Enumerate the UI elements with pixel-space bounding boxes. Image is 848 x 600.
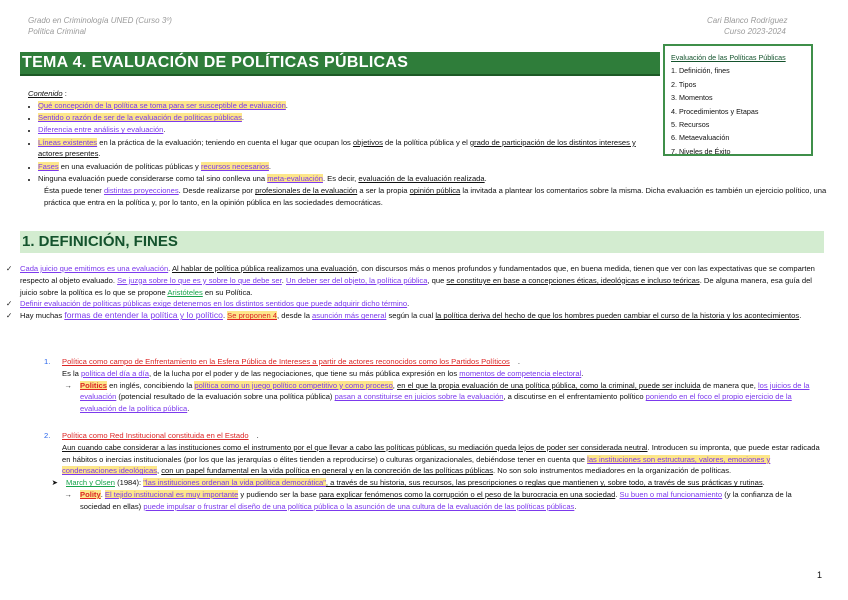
numbered-item-2: 2. Política como Red Institucional constituida en el Estado . Aun cuando cabe considerar a las instituciones como el instrumento por el que llevar a cabo las políticas públicas, su mediación queda lejos de poder ser considerada neutral. Introducen su impronta, que puede estar radicada en hábitos o inercias institucionales (por los que las jerarquías o élites tienden a reproducirse) o culturas organizacionales, debiéndose tener en cuenta que las instituciones son estructuras, valores, emociones y condensaciones ideológicas, con un papel fundamental en la vida política en general y en la concreción de las políticas públicas. No son solo instrumentos mediadores en la organización de políticas. ➤ March y Olsen (1984): "las instituciones ordenan la vida política democrática", a través de su historia, sus recursos, las prescripciones o reglas que mantienen y, sobre todo, a través de sus prácticas y rutinas. → Polity. El tejido institucional es muy importante y pudiendo ser la base para explicar fenómenos como la corrupción o el peso de la burocracia en una sociedad. Su buen o mal funcionamiento (y la confianza de la sociedad en ellas) puede impulsar o frustrar el diseño de una política pública o la asunción de una cultura de la evaluación de las políticas públicas.	[44, 430, 824, 513]
contents-label: Contenido	[28, 89, 63, 98]
list-item: • Qué concepción de la política se toma para ser susceptible de evaluación.	[38, 100, 668, 112]
toc-item: 2. Tipos	[671, 79, 697, 89]
list-item: • Diferencia entre análisis y evaluación.	[38, 124, 668, 136]
list-item: • Ninguna evaluación puede considerarse como tal sino conlleva una meta-evaluación. Es decir, evaluación de la evaluación realizada.	[38, 173, 838, 185]
toc-box	[663, 44, 813, 156]
list-item: • Sentido o razón de ser de la evaluación de políticas públicas.	[38, 112, 668, 124]
header-course: Grado en Criminología UNED (Curso 3º)	[28, 16, 172, 25]
item-heading: Política como campo de Enfrentamiento en la Esfera Pública de Intereses a partir de actores reconocidos como los Partidos Políticos	[62, 357, 510, 366]
check-item: ✓ Cada juicio que emitimos es una evaluación. Al hablar de política pública realizamos una evaluación, con discursos más o menos profundos y fundamentados que, en buena medida, tienen que ver con las expectativas que se comparten respecto al objeto evaluado. Se juzga sobre lo que es y sobre lo que debe ser. Un deber ser del objeto, la política pública, que se constituye en base a concepciones éticas, ideológicas e incluso teóricas. De alguna manera, esa guía del juicio sobre la política es lo que se propone Aristóteles en su Política.	[6, 264, 815, 297]
check-item: ✓ Hay muchas formas de entender la política y lo político. Se proponen 4, desde la asunción más general según la cual la política deriva del hecho de que los hombres pueden cambiar el curso de la historia y los acontecimientos.	[6, 310, 802, 321]
check-icon: ✓	[6, 264, 13, 273]
check-item: ✓ Definir evaluación de políticas públicas exige detenernos en los distintos sentidos que puede adquirir dicho término.	[6, 299, 410, 309]
section-body	[6, 263, 824, 322]
numbered-item-1: 1. Política como campo de Enfrentamiento en la Esfera Pública de Intereses a partir de actores reconocidos como los Partidos Políticos . Es la política del día a día, de la lucha por el poder y de las negociaciones, que tiene su más pública expresión en los momentos de competencia electoral. → Politics en inglés, concibiendo la política como un juego político competitivo y como proceso, en el que la propia evaluación de una política pública, como la criminal, puede ser incluida de manera que, los juicios de la evaluación (potencial resultado de la evaluación sobre una política pública) pasan a constituirse en juicios sobre la evaluación, a discutirse en el enfrentamiento político poniendo en el foco el propio ejercicio de la evaluación de la política pública.	[44, 356, 824, 415]
toc-item: 3. Momentos	[671, 93, 713, 103]
list-item: • Fases en una evaluación de políticas públicas y recursos necesarios.	[38, 161, 668, 173]
toc-item: 4. Procedimientos y Etapas	[671, 106, 759, 116]
arrow-icon: →	[64, 489, 72, 499]
item-number: 1.	[44, 357, 51, 366]
arrow-item: → Polity. El tejido institucional es muy importante y pudiendo ser la base para explicar fenómenos como la corrupción o el peso de la burocracia en una sociedad. Su buen o mal funcionamiento (y la confianza de la sociedad en ellas) puede impulsar o frustrar el diseño de una política pública o la asunción de una cultura de la evaluación de las políticas públicas.	[44, 489, 824, 513]
header-year: Curso 2023-2024	[724, 27, 786, 36]
item-heading: Política como Red Institucional constituida en el Estado	[62, 431, 249, 440]
toc-item: 6. Metaevaluación	[671, 133, 730, 143]
toc-item: 1. Definición, fines	[671, 66, 730, 76]
check-icon: ✓	[6, 299, 13, 309]
toc-item: 7. Niveles de Éxito	[671, 146, 731, 156]
triangle-icon: ➤	[51, 478, 58, 488]
item-number: 2.	[44, 431, 51, 440]
contents-paragraph: Ésta puede tener distintas proyecciones. Desde realizarse por profesionales de la evaluación a ser la propia opinión pública la invitada a plantear los comentarios sobre la misma. Dicha evaluación es también un ejercicio político, una práctica que entra en la política y, por lo tanto, en la opinión pública en las sociedades democráticas.	[44, 186, 827, 208]
arrow-icon: →	[64, 380, 72, 390]
item-paragraph: Aun cuando cabe considerar a las instituciones como el instrumento por el que llevar a cabo las políticas públicas, su mediación queda lejos de poder ser considerada neutral. Introducen su impronta, que puede estar radicada en hábitos o inercias institucionales (por los que las jerarquías o élites tienden a reproducirse) o culturas organizacionales, debiéndose tener en cuenta que las instituciones son estructuras, valores, emociones y condensaciones ideológicas, con un papel fundamental en la vida política en general y en la concreción de las políticas públicas. No son solo instrumentos mediadores en la organización de políticas.	[62, 442, 820, 476]
toc-title: Evaluación de las Políticas Públicas	[671, 53, 786, 62]
item-line: Es la política del día a día, de la lucha por el poder y de las negociaciones, que tiene su más pública expresión en los momentos de competencia electoral.	[62, 368, 584, 378]
arrow-item: → Politics en inglés, concibiendo la política como un juego político competitivo y como proceso, en el que la propia evaluación de una política pública, como la criminal, puede ser incluida de manera que, los juicios de la evaluación (potencial resultado de la evaluación sobre una política pública) pasan a constituirse en juicios sobre la evaluación, a discutirse en el enfrentamiento político poniendo en el foco el propio ejercicio de la evaluación de la política pública.	[44, 380, 824, 415]
page-number: 1	[816, 570, 822, 580]
header-author: Cari Blanco Rodríguez	[707, 16, 788, 25]
list-item: • Líneas existentes en la práctica de la evaluación; teniendo en cuenta el lugar que ocupan los objetivos de la política pública y el grado de participación de los distintos intereses y actores presentes.	[38, 137, 658, 161]
page-title: TEMA 4. EVALUACIÓN DE POLÍTICAS PÚBLICAS	[22, 54, 409, 71]
header-subject: Política Criminal	[28, 27, 86, 36]
contents-block: Contenido : • Qué concepción de la política se toma para ser susceptible de evaluación. • Sentido o razón de ser de la evaluación de políticas públicas. • Diferencia entre análisis y evaluación. • Líneas existentes en la práctica de la evaluación; teniendo en cuenta el lugar que ocupan los objetivos de la política pública y el grado de participación de los distintos intereses y actores presentes. • Fases en una evaluación de políticas públicas y recursos necesarios. • Ninguna evaluación puede considerarse como tal sino conlleva una meta-evaluación. Es decir, evaluación de la evaluación realizada. Ésta puede tener distintas proyecciones. Desde realizarse por profesionales de la evaluación a ser la propia opinión pública la invitada a plantear los comentarios sobre la misma. Dicha evaluación es también un ejercicio político, una práctica que entra en la política y, por lo tanto, en la opinión pública en las sociedades democráticas.	[28, 88, 668, 209]
check-icon: ✓	[6, 311, 13, 321]
section-title: 1. DEFINICIÓN, FINES	[22, 233, 178, 250]
triangle-item: ➤ March y Olsen (1984): "las instituciones ordenan la vida política democrática", a través de su historia, sus recursos, las prescripciones o reglas que mantienen y, sobre todo, a través de sus prácticas y rutinas.	[44, 477, 824, 489]
toc-item: 5. Recursos	[671, 120, 710, 130]
